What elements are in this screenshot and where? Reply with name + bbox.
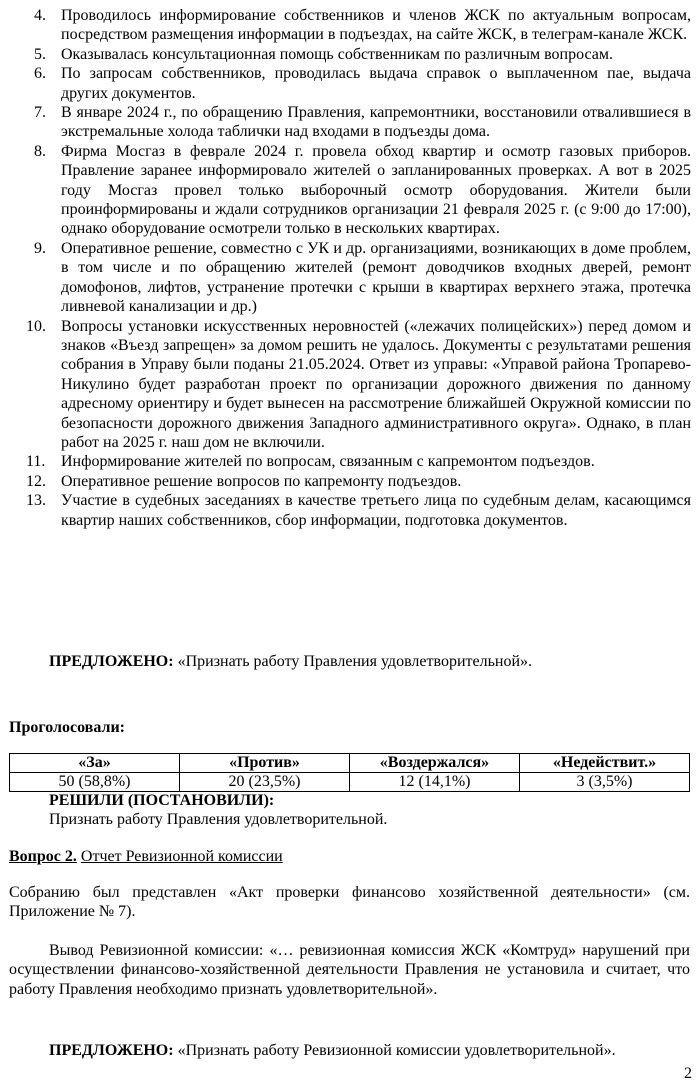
proposed-statement-1	[49, 652, 532, 671]
proposed-text: «Признать работу Правления удовлетворительной».	[177, 653, 532, 670]
list-item-number: 8.	[34, 142, 46, 160]
votes-table	[9, 753, 690, 792]
list-item-text: Оперативное решение вопросов по капремонту подъездов.	[61, 472, 462, 490]
list-item	[0, 491, 700, 530]
list-item	[0, 452, 700, 471]
list-item-number: 12.	[26, 472, 46, 490]
list-item-text: По запросам собственников, проводилась выдача справок о выплаченном пае, выдача других документов.	[61, 65, 691, 102]
question-2-heading	[9, 847, 283, 866]
list-item-number: 10.	[26, 317, 46, 335]
list-item-number: 4.	[34, 7, 46, 24]
act-paragraph: Собранию был представлен «Акт проверки финансово хозяйственной деятельности» (см. Приложение № 7).	[9, 884, 690, 921]
cell-against: 20 (23,5%)	[180, 773, 350, 792]
list-item	[0, 472, 700, 491]
cell-for: 50 (58,8%)	[10, 773, 180, 792]
list-item	[0, 239, 700, 317]
list-item-number: 7.	[34, 104, 46, 122]
list-item-number: 9.	[34, 239, 46, 257]
list-item-text: В январе 2024 г., по обращению Правления, капремонтники, восстановили отвалившиеся в экстремальные холода таблички над входами в подъезды дома.	[61, 104, 691, 141]
proposed-text: «Признать работу Ревизионной комиссии удовлетворительной».	[177, 1042, 616, 1059]
list-item	[0, 64, 700, 103]
list-item	[0, 142, 700, 239]
list-item-number: 11.	[26, 453, 46, 471]
column-header-against: «Против»	[180, 754, 350, 773]
column-header-invalid: «Недействит.»	[520, 754, 690, 773]
column-header-for: «За»	[10, 754, 180, 773]
cell-invalid: 3 (3,5%)	[520, 773, 690, 792]
list-item-number: 5.	[34, 45, 46, 63]
question-label: Вопрос 2.	[9, 848, 77, 865]
proposed-statement-2	[49, 1041, 616, 1060]
proposed-label: ПРЕДЛОЖЕНО:	[49, 1042, 174, 1059]
table-row	[10, 773, 690, 792]
list-item-number: 6.	[34, 65, 46, 83]
list-item-number: 13.	[26, 492, 46, 510]
list-item	[0, 317, 700, 453]
table-header-row	[10, 754, 690, 773]
list-item	[0, 45, 700, 64]
column-header-abstained: «Воздержался»	[350, 754, 520, 773]
question-title: Отчет Ревизионной комиссии	[80, 848, 283, 865]
conclusion-paragraph: Вывод Ревизионной комиссии: «… ревизионная комиссия ЖСК «Комтруд» нарушений при осуществлении финансово-хозяйственной деятельности Правления не установила и считает, что работу Правления необходимо признать удовлетворительной».	[9, 942, 690, 998]
list-item	[0, 103, 700, 142]
cell-abstained: 12 (14,1%)	[350, 773, 520, 792]
work-items-list	[0, 6, 700, 530]
list-item-text: Информирование жителей по вопросам, связанным с капремонтом подъездов.	[61, 453, 595, 471]
list-item-text: Вопросы установки искусственных неровностей («лежачих полицейских») перед домом и знаков «Въезд запрещен» за домом решить не удалось. Документы с результатами решения собрания в Управу были поданы 21.05.2024. Ответ из управы: «Управой района Тропарево-Никулино будет разработан проект по организации дорожного движения по данному адресному ориентиру и будет вынесен на рассмотрение ближайшей Окружной комиссии по безопасности дорожного движения Западного административного округа». Однако, в план работ на 2025 г. наш дом не включили.	[61, 317, 691, 451]
list-item-text: Проводилось информирование собственников и членов ЖСК по актуальным вопросам, посредством размещения информации в подъездах, на сайте ЖСК, в телеграм-канале ЖСК.	[61, 7, 691, 44]
voted-heading: Проголосовали:	[9, 719, 125, 736]
decided-heading: РЕШИЛИ (ПОСТАНОВИЛИ):	[49, 792, 275, 809]
list-item-text: Участие в судебных заседаниях в качестве третьего лица по судебным делам, касающимся квартир наших собственников, сбор информации, подготовка документов.	[61, 492, 691, 529]
decided-text: Признать работу Правления удовлетворительной.	[49, 811, 388, 828]
page-number: 2	[684, 1065, 692, 1082]
proposed-label: ПРЕДЛОЖЕНО:	[49, 653, 174, 670]
list-item-text: Фирма Мосгаз в феврале 2024 г. провела обход квартир и осмотр газовых приборов. Правление заранее информировало жителей о запланированных проверках. А вот в 2025 году Мосгаз провел только выборочный осмотр оборудования. Жители были проинформированы и ждали сотрудников организации 21 февраля 2025 г. (с 9:00 до 17:00), однако оборудование осмотрели только в нескольких квартирах.	[61, 142, 691, 238]
list-item-text: Оперативное решение, совместно с УК и др. организациями, возникающих в доме проблем, в том числе и по обращению жителей (ремонт доводчиков входных дверей, ремонт домофонов, лифтов, устранение протечки с крыши в квартирах верхнего этажа, протечка ливневой канализации и др.)	[61, 239, 691, 316]
list-item	[0, 6, 700, 45]
list-item-text: Оказывалась консультационная помощь собственникам по различным вопросам.	[61, 45, 613, 63]
